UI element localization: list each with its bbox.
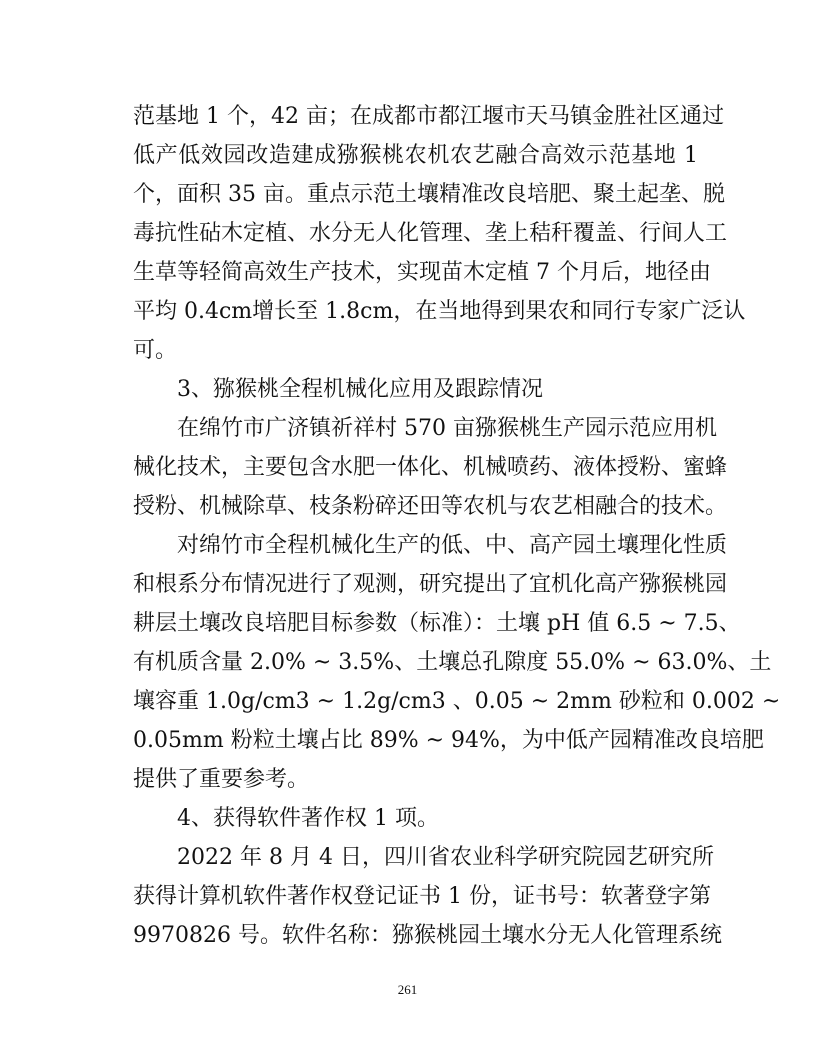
text-line: 械化技术，主要包含水肥一体化、机械喷药、液体授粉、蜜蜂 <box>133 455 728 480</box>
text-line: 平均 0.4cm增长至 1.8cm，在当地得到果农和同行专家广泛认 <box>133 299 746 324</box>
text-line: 低产低效园改造建成猕猴桃农机农艺融合高效示范基地 1 <box>133 143 698 168</box>
text-line: 提供了重要参考。 <box>133 767 310 792</box>
text-line: 生草等轻简高效生产技术，实现苗木定植 7 个月后，地径由 <box>133 260 711 285</box>
text-line: 2022 年 8 月 4 日，四川省农业科学研究院园艺研究所 <box>177 845 714 870</box>
text-line: 对绵竹市全程机械化生产的低、中、高产园土壤理化性质 <box>177 533 728 558</box>
text-line: 壤容重 1.0g/cm3 ~ 1.2g/cm3 、0.05 ~ 2mm 砂粒和 0.002 ~ <box>133 689 781 714</box>
text-line: 范基地 1 个，42 亩；在成都市都江堰市天马镇金胜社区通过 <box>133 104 724 129</box>
text-line: 9970826 号。软件名称：猕猴桃园土壤水分无人化管理系统 <box>133 923 722 948</box>
text-line: 可。 <box>133 338 178 363</box>
text-line: 0.05mm 粉粒土壤占比 89% ~ 94%，为中低产园精准改良培肥 <box>133 728 764 753</box>
text-line: 和根系分布情况进行了观测，研究提出了宜机化高产猕猴桃园 <box>133 572 728 597</box>
text-line: 获得计算机软件著作权登记证书 1 份，证书号：软著登字第 <box>133 884 711 909</box>
page-number: 261 <box>397 982 418 997</box>
text-line: 毒抗性砧木定植、水分无人化管理、垄上秸秆覆盖、行间人工 <box>133 221 728 246</box>
section-heading: 4、获得软件著作权 1 项。 <box>177 806 439 831</box>
text-line: 耕层土壤改良培肥目标参数（标准）：土壤 pH 值 6.5 ~ 7.5、 <box>133 611 741 636</box>
text-line: 有机质含量 2.0% ~ 3.5%、土壤总孔隙度 55.0% ~ 63.0%、土 <box>133 650 772 675</box>
text-line: 个，面积 35 亩。重点示范土壤精准改良培肥、聚土起垄、脱 <box>133 182 725 207</box>
text-line: 授粉、机械除草、枝条粉碎还田等农机与农艺相融合的技术。 <box>133 494 728 519</box>
text-line: 在绵竹市广济镇祈祥村 570 亩猕猴桃生产园示范应用机 <box>177 416 717 441</box>
page-body <box>133 97 781 955</box>
section-heading: 3、猕猴桃全程机械化应用及跟踪情况 <box>177 377 543 402</box>
